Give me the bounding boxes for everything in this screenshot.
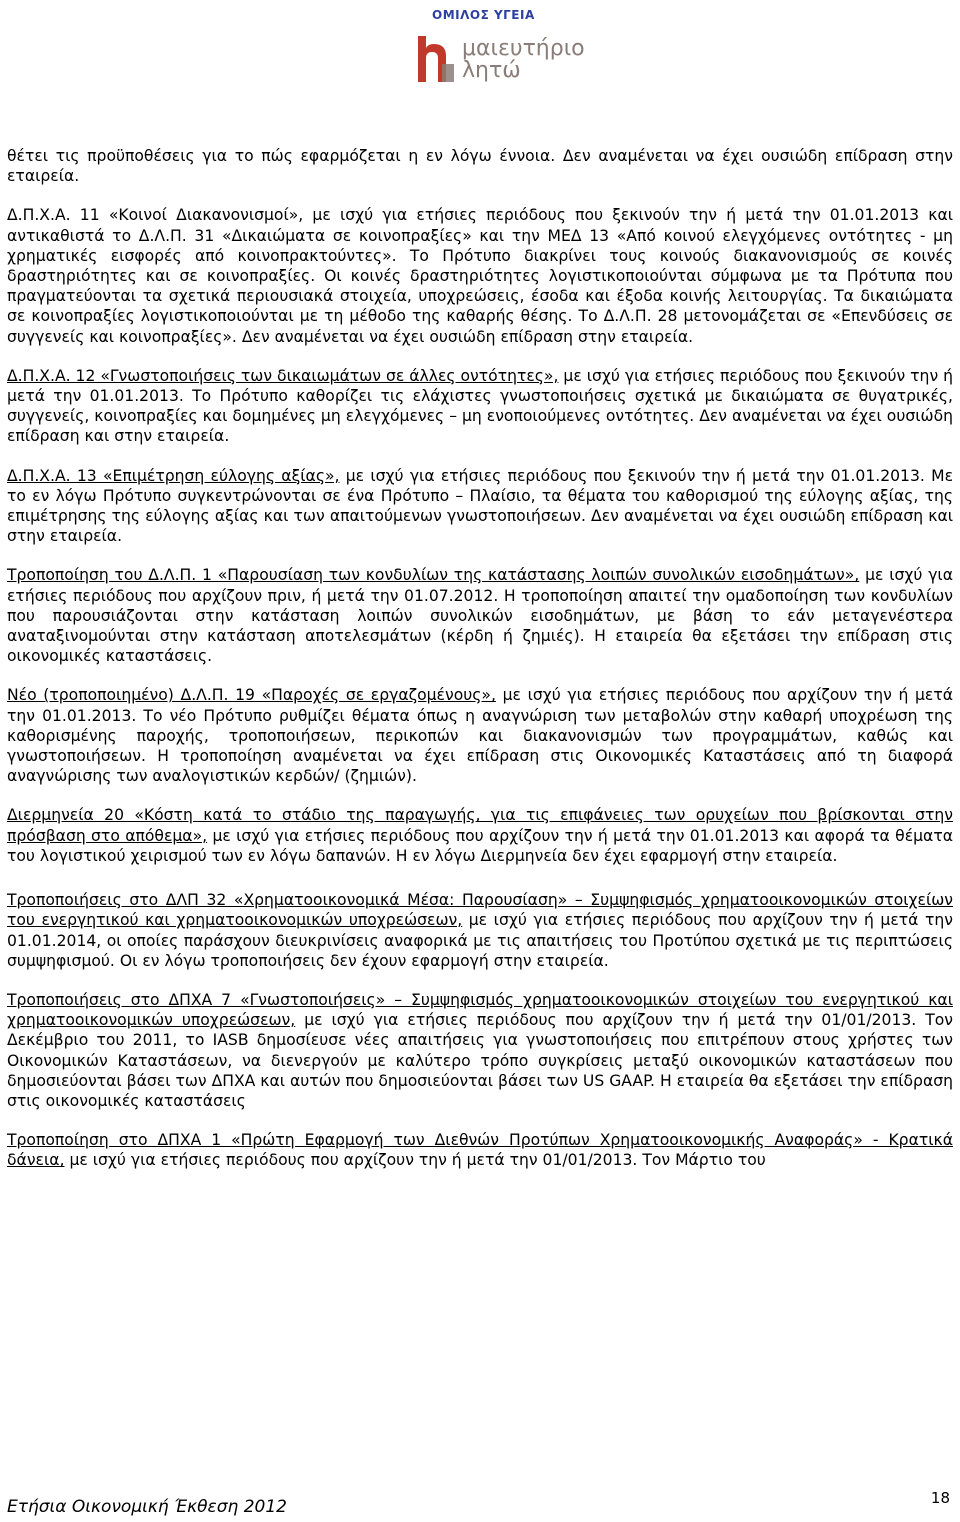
- text-ifrs-1: με ισχύ για ετήσιες περιόδους που αρχίζουν την ή μετά την 01/01/2013. Τον Μάρτιο του: [64, 1151, 766, 1170]
- footer-title: Ετήσια Οικονομική Έκθεση 2012: [7, 1497, 287, 1517]
- heading-ifrs-13: Δ.Π.Χ.Α. 13 «Επιμέτρηση εύλογης αξίας»,: [7, 466, 340, 485]
- logo-text-line1: μαιευτήριο: [462, 36, 585, 61]
- heading-ifrs-12: Δ.Π.Χ.Α. 12 «Γνωστοποιήσεις των δικαιωμάτων σε άλλες οντότητες»,: [7, 366, 559, 385]
- heading-ifrs-7: Τροποποιήσεις στο ΔΠΧΑ 7 «Γνωστοποιήσεις» – Συμψηφισμός χρηματοοικονομικών στοιχείων του ενεργητικού και χρηματοοικονομικών υποχρεώσεων,: [7, 990, 953, 1030]
- logo-group-name: ΟΜΙΛΟΣ ΥΓΕΙΑ: [432, 8, 535, 22]
- paragraph-ifrs-12: [7, 366, 953, 447]
- company-logo: [412, 8, 585, 116]
- heading-ias-19: Νέο (τροποποιημένο) Δ.Λ.Π. 19 «Παροχές σε εργαζομένους»,: [7, 686, 496, 705]
- document-body: [7, 146, 953, 1190]
- paragraph-ias-1: [7, 565, 953, 666]
- paragraph-ifrs-13: [7, 466, 953, 547]
- logo-text: [462, 38, 585, 82]
- paragraph-ias-19: [7, 685, 953, 786]
- paragraph-ifrs-1: [7, 1130, 953, 1170]
- heading-ifric-20: Διερμηνεία 20 «Κόστη κατά το στάδιο της παραγωγής, για τις επιφάνειες των ορυχείων που βρίσκονται στην πρόσβαση στο απόθεμα»,: [7, 806, 953, 845]
- heading-ias-1: Τροποποίηση του Δ.Λ.Π. 1 «Παρουσίαση των κονδυλίων της κατάστασης λοιπών συνολικών εισοδημάτων»,: [7, 566, 860, 585]
- text-ias-19: με ισχύ για ετήσιες περιόδους που αρχίζουν την ή μετά την 01.01.2013. Το νέο Πρότυπο ρυθμίζει θέματα όπως η αναγνώριση των μεταβολών στην καθαρή υποχρέωση της καθορισμένης παροχής, τροποποιήσεων, περικοπών και διακανονισμών των προγραμμάτων, καθώς και γνωστοποιήσεων. Η τροποποίηση αναμένεται να έχει επίδραση στις Οικονομικές Καταστάσεις από τη διαφορά αναγνώρισης των αναλογιστικών κερδών/ (ζημιών).: [7, 686, 953, 786]
- text-ifrs-12: με ισχύ για ετήσιες περιόδους που ξεκινούν την ή μετά την 01.01.2013. Το Πρότυπο καθορίζει τις ελάχιστες γνωστοποιήσεις σχετικά με δικαιώματα σε θυγατρικές, συγγενείς, κοινοπραξίες και δομημένες μη ελεγχόμενες – μη ενοποιούμενες οντότητες. Δεν αναμένεται να έχει ουσιώδη επίδραση και στην εταιρεία.: [7, 366, 953, 446]
- text-ias-32: με ισχύ για ετήσιες περιόδους που αρχίζουν την ή μετά την 01.01.2014, οι οποίες παράσχουν διευκρινίσεις αναφορικά με τις απαιτήσεις του Προτύπου σχετικά με τις περιπτώσεις συμψηφισμού. Οι εν λόγω τροποποιήσεις δεν έχουν εφαρμογή στην εταιρεία.: [7, 911, 953, 970]
- paragraph-ifric-20: [7, 805, 953, 866]
- text-ifrs-13: με ισχύ για ετήσιες περιόδους που ξεκινούν την ή μετά την 01.01.2013. Με το εν λόγω Πρότυπο συγκεντρώνονται σε ένα Πρότυπο – Πλαίσιο, τα θέματα του καθορισμού της εύλογης αξίας, της επιμέτρησης της εύλογης αξίας και των απαιτούμενων γνωστοποιήσεων. Δεν αναμένεται να έχει ουσιώδη επίδραση και στην εταιρεία.: [7, 466, 953, 546]
- heading-ifrs-1: Τροποποίηση στο ΔΠΧΑ 1 «Πρώτη Εφαρμογή των Διεθνών Προτύπων Χρηματοοικονομικής Αναφοράς» - Κρατικά δάνεια,: [7, 1131, 953, 1170]
- logo-text-line2: λητώ: [462, 58, 521, 83]
- text-ias-1: με ισχύ για ετήσιες περιόδους που αρχίζουν πριν, ή μετά την 01.07.2012. Η τροποποίηση απαιτεί την ομαδοποίηση των κονδυλίων που παρουσιάζονται στην κατάσταση λοιπών συνολικών εισοδημάτων, με βάση το εάν μεταγενέστερα αναταξινομούνται στην κατάσταση αποτελεσμάτων (κέρδη ή ζημιές). Η εταιρεία θα εξετάσει την επίδραση στις οικονομικές καταστάσεις.: [7, 566, 953, 666]
- paragraph-ifrs-11: Δ.Π.Χ.Α. 11 «Κοινοί Διακανονισμοί», με ισχύ για ετήσιες περιόδους που ξεκινούν την ή μετά την 01.01.2013 και αντικαθιστά το Δ.Λ.Π. 31 «Δικαιώματα σε κοινοπραξίες» και την ΜΕΔ 13 «Από κοινού ελεγχόμενες οντότητες - μη χρηματικές εισφορές από κοινοπρακτούντες». Το Πρότυπο διακρίνει τους κοινούς διακανονισμούς σε κοινές δραστηριότητες και σε κοινοπραξίες. Οι κοινές δραστηριότητες λογιστικοποιούνται σύμφωνα με τα Πρότυπα που πραγματεύονται τα σχετικά περιουσιακά στοιχεία, υποχρεώσεις, έσοδα και έξοδα κοινής λειτουργίας. Τα δικαιώματα σε κοινοπραξίες λογιστικοποιούνται με τη μέθοδο της καθαρής θέσης. Το Δ.Λ.Π. 28 μετονομάζεται σε «Επενδύσεις σε συγγενείς και κοινοπραξίες». Δεν αναμένεται να έχει ουσιώδη επίδραση στην εταιρεία.: [7, 206, 953, 346]
- page-footer: [7, 1489, 953, 1521]
- text-ifric-20: με ισχύ για ετήσιες περιόδους που αρχίζουν την ή μετά την 01.01.2013 και αφορά τα θέματα του λογιστικού χειρισμού των εν λόγω δαπανών. Η εν λόγω Διερμηνεία δεν έχει εφαρμογή στην εταιρεία.: [7, 826, 954, 865]
- heading-ias-32: Τροποποιήσεις στο ΔΛΠ 32 «Χρηματοοικονομικά Μέσα: Παρουσίαση» – Συμψηφισμός χρηματοοικονομικών στοιχείων του ενεργητικού και χρηματοοικονομικών υποχρεώσεων,: [7, 891, 953, 930]
- page-number: 18: [930, 1489, 950, 1507]
- logo-mark-icon: [412, 28, 462, 90]
- paragraph-1: θέτει τις προϋποθέσεις για το πώς εφαρμόζεται η εν λόγω έννοια. Δεν αναμένεται να έχει ουσιώδη επίδραση στην εταιρεία.: [7, 147, 953, 186]
- text-ifrs-7: με ισχύ για ετήσιες περιόδους που αρχίζουν την ή μετά την 01/01/2013. Τον Δεκέμβριο του 2011, το IASB δημοσίευσε νέες απαιτήσεις για γνωστοποιήσεις που επιτρέπουν στους χρήστες των Οικονομικών Καταστάσεων, να διενεργούν με καλύτερο τρόπο συγκρίσεις μεταξύ οικονομικών καταστάσεων που δημοσιεύονται βάσει των ΔΠΧΑ και αυτών που δημοσιεύονται βάσει των US GAAP. Η εταιρεία θα εξετάσει την επίδραση στις οικονομικές καταστάσεις: [7, 1011, 954, 1110]
- paragraph-ifrs-7: [7, 990, 953, 1111]
- paragraph-ias-32: [7, 890, 953, 971]
